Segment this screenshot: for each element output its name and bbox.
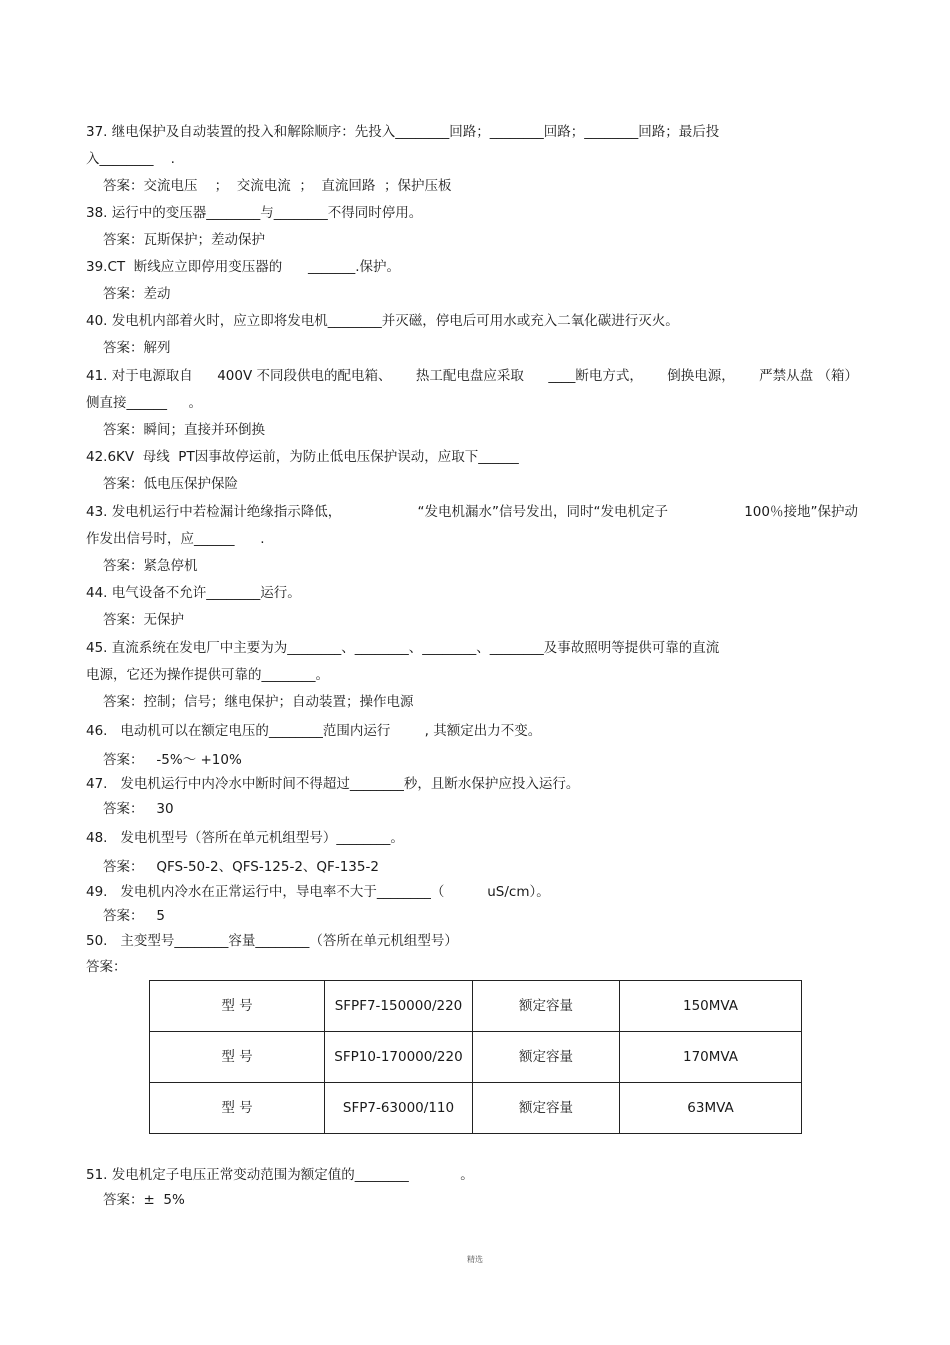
question-41-line-2: 侧直接______ 。 (86, 395, 202, 411)
question-37-line-1: 37. 继电保护及自动装置的投入和解除顺序：先投入________回路；________回路；________回路；最后投 (86, 124, 720, 140)
capacity-value-cell: 63MVA (620, 1083, 802, 1134)
question-45-line-2: 电源，它还为操作提供可靠的________。 (86, 667, 329, 683)
question-43-seg: 100％接地”保护动 (744, 504, 858, 520)
answer-48: 答案： QFS-50-2、QFS-125-2、QF-135-2 (103, 859, 379, 875)
question-38: 38. 运行中的变压器________与________不得同时停用。 (86, 205, 423, 221)
answer-47: 答案： 30 (103, 801, 174, 817)
model-label-cell: 型 号 (150, 1032, 325, 1083)
answer-42: 答案：低电压保护保险 (103, 476, 238, 492)
question-50: 50. 主变型号________容量________（答所在单元机组型号） (86, 933, 458, 949)
question-41-seg: 400V 不同段供电的配电箱、 (217, 368, 392, 384)
answer-46: 答案： -5%～ +10% (103, 752, 242, 768)
question-39: 39.CT 断线应立即停用变压器的 _______.保护。 (86, 259, 401, 275)
question-43-seg: 43. 发电机运行中若检漏计绝缘指示降低， (86, 504, 342, 520)
answer-45: 答案：控制；信号；继电保护；自动装置；操作电源 (103, 694, 414, 710)
answer-41: 答案：瞬间；直接并环倒换 (103, 422, 265, 438)
table-row (150, 1083, 802, 1134)
question-51: 51. 发电机定子电压正常变动范围为额定值的________ 。 (86, 1167, 474, 1183)
question-41-seg: 严禁从盘 （箱） (759, 368, 858, 384)
model-value-cell: SFP7-63000/110 (325, 1083, 473, 1134)
question-47: 47. 发电机运行中内冷水中断时间不得超过________秒，且断水保护应投入运行。 (86, 776, 580, 792)
answer-50-label: 答案： (86, 959, 127, 975)
question-42: 42.6KV 母线 PT因事故停运前，为防止低电压保护误动，应取下______ (86, 449, 519, 465)
answer-37: 答案：交流电压 ； 交流电流 ； 直流回路 ；保护压板 (103, 178, 452, 194)
answer-40: 答案：解列 (103, 340, 171, 356)
question-41-seg: 热工配电盘应采取 (415, 368, 524, 384)
table-row (150, 1032, 802, 1083)
answer-38: 答案：瓦斯保护；差动保护 (103, 232, 265, 248)
question-43-seg: “发电机漏水”信号发出，同时“发电机定子 (417, 504, 668, 520)
capacity-label-cell: 额定容量 (473, 981, 620, 1032)
question-45-line-1: 45. 直流系统在发电厂中主要为为________、________、________、________及事故照明等提供可靠的直流 (86, 640, 720, 656)
question-44: 44. 电气设备不允许________运行。 (86, 585, 301, 601)
question-43-line-1 (86, 503, 858, 521)
table-row (150, 981, 802, 1032)
question-41-seg: 41. 对于电源取自 (86, 368, 193, 384)
transformer-spec-table (149, 980, 802, 1134)
page-footer: 精选 (467, 1255, 483, 1264)
model-label-cell: 型 号 (150, 981, 325, 1032)
capacity-value-cell: 170MVA (620, 1032, 802, 1083)
capacity-label-cell: 额定容量 (473, 1032, 620, 1083)
question-41-line-1 (86, 367, 858, 385)
question-48: 48. 发电机型号（答所在单元机组型号）________。 (86, 830, 404, 846)
answer-43: 答案：紧急停机 (103, 558, 198, 574)
answer-49: 答案： 5 (103, 908, 165, 924)
question-37-line-2: 入________ . (86, 151, 175, 167)
question-43-line-2: 作发出信号时，应______ . (86, 531, 265, 547)
question-46: 46. 电动机可以在额定电压的________范围内运行 , 其额定出力不变。 (86, 723, 542, 739)
capacity-value-cell: 150MVA (620, 981, 802, 1032)
model-value-cell: SFP10-170000/220 (325, 1032, 473, 1083)
question-40: 40. 发电机内部着火时，应立即将发电机________并灭磁，停电后可用水或充入二氧化碳进行灭火。 (86, 313, 679, 329)
model-label-cell: 型 号 (150, 1083, 325, 1134)
capacity-label-cell: 额定容量 (473, 1083, 620, 1134)
answer-44: 答案：无保护 (103, 612, 184, 628)
answer-51: 答案：± 5% (103, 1192, 185, 1208)
question-41-seg: 倒换电源， (667, 368, 735, 384)
question-49: 49. 发电机内冷水在正常运行中，导电率不大于________（ uS/cm）。 (86, 884, 550, 900)
model-value-cell: SFPF7-150000/220 (325, 981, 473, 1032)
question-41-seg: ____断电方式， (548, 368, 643, 384)
answer-39: 答案：差动 (103, 286, 171, 302)
